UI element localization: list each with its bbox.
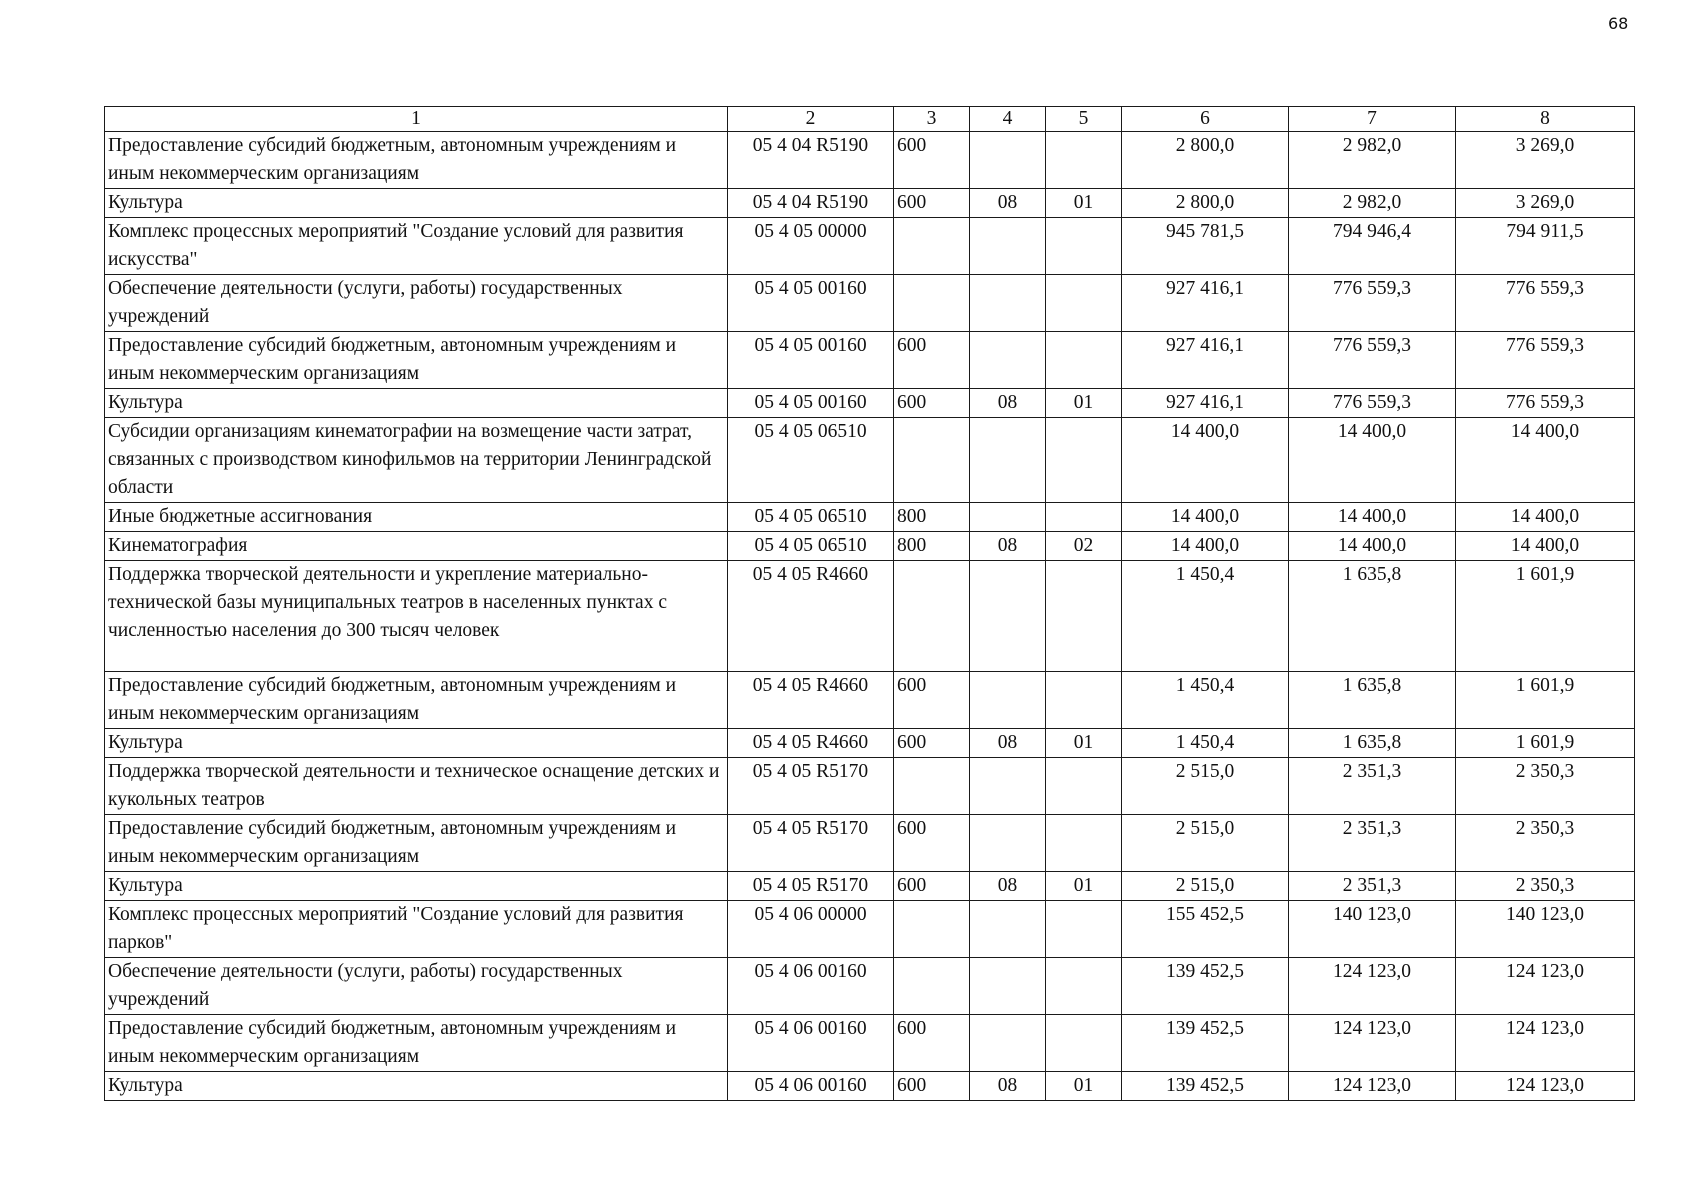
row-section <box>970 418 1046 503</box>
row-expense-type: 600 <box>894 872 970 901</box>
row-value-col8: 1 601,9 <box>1456 561 1635 672</box>
row-section: 08 <box>970 729 1046 758</box>
row-section <box>970 275 1046 332</box>
row-code: 05 4 05 R4660 <box>728 672 894 729</box>
row-value-col6: 2 800,0 <box>1122 189 1289 218</box>
col-header: 6 <box>1122 107 1289 132</box>
row-code: 05 4 04 R5190 <box>728 189 894 218</box>
table-row <box>105 503 1635 532</box>
row-expense-type: 600 <box>894 1072 970 1101</box>
row-value-col6: 14 400,0 <box>1122 418 1289 503</box>
row-section: 08 <box>970 872 1046 901</box>
row-section <box>970 758 1046 815</box>
row-name: Предоставление субсидий бюджетным, автономным учреждениям и иным некоммерческим организациям <box>105 332 728 389</box>
table-row <box>105 189 1635 218</box>
row-name: Культура <box>105 729 728 758</box>
row-value-col7: 124 123,0 <box>1289 1072 1456 1101</box>
row-value-col8: 140 123,0 <box>1456 901 1635 958</box>
row-section <box>970 901 1046 958</box>
row-name: Культура <box>105 1072 728 1101</box>
row-subsection <box>1046 275 1122 332</box>
row-subsection <box>1046 332 1122 389</box>
row-name: Субсидии организациям кинематографии на возмещение части затрат, связанных с производством кинофильмов на территории Ленинградской области <box>105 418 728 503</box>
row-value-col8: 124 123,0 <box>1456 1072 1635 1101</box>
row-name: Предоставление субсидий бюджетным, автономным учреждениям и иным некоммерческим организациям <box>105 815 728 872</box>
row-subsection: 01 <box>1046 872 1122 901</box>
row-value-col7: 140 123,0 <box>1289 901 1456 958</box>
row-name: Обеспечение деятельности (услуги, работы) государственных учреждений <box>105 958 728 1015</box>
row-code: 05 4 05 00160 <box>728 275 894 332</box>
row-section <box>970 218 1046 275</box>
row-name: Предоставление субсидий бюджетным, автономным учреждениям и иным некоммерческим организациям <box>105 672 728 729</box>
row-value-col6: 139 452,5 <box>1122 1015 1289 1072</box>
row-expense-type: 800 <box>894 503 970 532</box>
row-subsection <box>1046 503 1122 532</box>
table-row <box>105 672 1635 729</box>
row-section: 08 <box>970 189 1046 218</box>
row-subsection <box>1046 758 1122 815</box>
table-row <box>105 729 1635 758</box>
row-code: 05 4 05 06510 <box>728 532 894 561</box>
table-row <box>105 901 1635 958</box>
table-row <box>105 418 1635 503</box>
table-row <box>105 332 1635 389</box>
table-row <box>105 958 1635 1015</box>
row-code: 05 4 05 R4660 <box>728 729 894 758</box>
row-expense-type <box>894 275 970 332</box>
row-value-col7: 2 982,0 <box>1289 132 1456 189</box>
row-subsection <box>1046 815 1122 872</box>
row-code: 05 4 05 R5170 <box>728 872 894 901</box>
table-row <box>105 1015 1635 1072</box>
row-expense-type: 600 <box>894 332 970 389</box>
row-code: 05 4 06 00000 <box>728 901 894 958</box>
row-value-col7: 2 351,3 <box>1289 758 1456 815</box>
row-code: 05 4 05 00160 <box>728 389 894 418</box>
row-value-col6: 1 450,4 <box>1122 561 1289 672</box>
row-name: Кинематография <box>105 532 728 561</box>
row-value-col6: 927 416,1 <box>1122 332 1289 389</box>
row-subsection <box>1046 561 1122 672</box>
row-expense-type: 800 <box>894 532 970 561</box>
row-expense-type: 600 <box>894 815 970 872</box>
row-value-col6: 2 515,0 <box>1122 758 1289 815</box>
row-value-col7: 1 635,8 <box>1289 672 1456 729</box>
row-section <box>970 561 1046 672</box>
row-value-col7: 14 400,0 <box>1289 418 1456 503</box>
row-value-col8: 1 601,9 <box>1456 729 1635 758</box>
row-value-col6: 139 452,5 <box>1122 1072 1289 1101</box>
col-header: 2 <box>728 107 894 132</box>
row-value-col8: 776 559,3 <box>1456 332 1635 389</box>
table-row <box>105 758 1635 815</box>
row-expense-type: 600 <box>894 1015 970 1072</box>
row-value-col7: 776 559,3 <box>1289 389 1456 418</box>
row-value-col6: 2 515,0 <box>1122 872 1289 901</box>
row-section <box>970 332 1046 389</box>
row-subsection: 01 <box>1046 1072 1122 1101</box>
row-value-col8: 2 350,3 <box>1456 872 1635 901</box>
row-section <box>970 958 1046 1015</box>
row-value-col6: 14 400,0 <box>1122 532 1289 561</box>
row-name: Комплекс процессных мероприятий "Создание условий для развития парков" <box>105 901 728 958</box>
table-row <box>105 561 1635 672</box>
row-value-col6: 2 800,0 <box>1122 132 1289 189</box>
row-expense-type <box>894 758 970 815</box>
table-row <box>105 532 1635 561</box>
row-subsection <box>1046 901 1122 958</box>
row-value-col6: 1 450,4 <box>1122 729 1289 758</box>
row-value-col8: 14 400,0 <box>1456 532 1635 561</box>
row-subsection <box>1046 418 1122 503</box>
row-code: 05 4 06 00160 <box>728 1015 894 1072</box>
row-value-col6: 945 781,5 <box>1122 218 1289 275</box>
row-value-col6: 2 515,0 <box>1122 815 1289 872</box>
row-value-col7: 2 351,3 <box>1289 815 1456 872</box>
table-row <box>105 815 1635 872</box>
row-code: 05 4 06 00160 <box>728 958 894 1015</box>
row-value-col8: 2 350,3 <box>1456 815 1635 872</box>
row-value-col7: 14 400,0 <box>1289 532 1456 561</box>
row-value-col8: 3 269,0 <box>1456 132 1635 189</box>
table-row <box>105 872 1635 901</box>
row-subsection <box>1046 958 1122 1015</box>
row-value-col7: 2 351,3 <box>1289 872 1456 901</box>
row-value-col7: 776 559,3 <box>1289 275 1456 332</box>
row-name: Предоставление субсидий бюджетным, автономным учреждениям и иным некоммерческим организациям <box>105 1015 728 1072</box>
row-value-col6: 927 416,1 <box>1122 275 1289 332</box>
row-section: 08 <box>970 1072 1046 1101</box>
col-header: 3 <box>894 107 970 132</box>
row-expense-type: 600 <box>894 672 970 729</box>
table-row <box>105 275 1635 332</box>
row-value-col7: 776 559,3 <box>1289 332 1456 389</box>
row-expense-type: 600 <box>894 389 970 418</box>
row-code: 05 4 05 00000 <box>728 218 894 275</box>
row-code: 05 4 05 00160 <box>728 332 894 389</box>
row-value-col8: 14 400,0 <box>1456 418 1635 503</box>
row-value-col8: 124 123,0 <box>1456 1015 1635 1072</box>
col-header: 1 <box>105 107 728 132</box>
row-section <box>970 815 1046 872</box>
row-expense-type <box>894 561 970 672</box>
row-value-col7: 2 982,0 <box>1289 189 1456 218</box>
row-expense-type: 600 <box>894 189 970 218</box>
row-expense-type: 600 <box>894 729 970 758</box>
row-subsection: 01 <box>1046 389 1122 418</box>
row-code: 05 4 05 06510 <box>728 418 894 503</box>
table-row <box>105 132 1635 189</box>
row-value-col7: 14 400,0 <box>1289 503 1456 532</box>
col-header: 4 <box>970 107 1046 132</box>
row-value-col8: 2 350,3 <box>1456 758 1635 815</box>
row-name: Поддержка творческой деятельности и укрепление материально-технической базы муниципальных театров в населенных пунктах с численностью населения до 300 тысяч человек <box>105 561 728 672</box>
row-expense-type <box>894 218 970 275</box>
row-subsection: 01 <box>1046 729 1122 758</box>
row-name: Иные бюджетные ассигнования <box>105 503 728 532</box>
row-value-col7: 124 123,0 <box>1289 958 1456 1015</box>
table-row <box>105 389 1635 418</box>
row-code: 05 4 06 00160 <box>728 1072 894 1101</box>
row-value-col8: 3 269,0 <box>1456 189 1635 218</box>
row-name: Обеспечение деятельности (услуги, работы) государственных учреждений <box>105 275 728 332</box>
row-subsection <box>1046 1015 1122 1072</box>
row-section: 08 <box>970 532 1046 561</box>
row-section: 08 <box>970 389 1046 418</box>
row-value-col6: 927 416,1 <box>1122 389 1289 418</box>
row-name: Поддержка творческой деятельности и техническое оснащение детских и кукольных театров <box>105 758 728 815</box>
row-expense-type <box>894 418 970 503</box>
table-row <box>105 218 1635 275</box>
col-header: 8 <box>1456 107 1635 132</box>
row-value-col8: 794 911,5 <box>1456 218 1635 275</box>
row-value-col6: 155 452,5 <box>1122 901 1289 958</box>
row-expense-type <box>894 901 970 958</box>
row-value-col8: 14 400,0 <box>1456 503 1635 532</box>
row-value-col8: 124 123,0 <box>1456 958 1635 1015</box>
row-section <box>970 1015 1046 1072</box>
row-code: 05 4 05 R4660 <box>728 561 894 672</box>
row-value-col7: 794 946,4 <box>1289 218 1456 275</box>
budget-table <box>104 106 1635 1101</box>
row-value-col7: 1 635,8 <box>1289 729 1456 758</box>
row-subsection: 02 <box>1046 532 1122 561</box>
row-value-col8: 776 559,3 <box>1456 275 1635 332</box>
row-subsection <box>1046 218 1122 275</box>
row-value-col6: 1 450,4 <box>1122 672 1289 729</box>
row-value-col6: 139 452,5 <box>1122 958 1289 1015</box>
page-number: 68 <box>1608 14 1629 33</box>
row-expense-type <box>894 958 970 1015</box>
row-value-col8: 776 559,3 <box>1456 389 1635 418</box>
row-section <box>970 672 1046 729</box>
row-subsection: 01 <box>1046 189 1122 218</box>
row-section <box>970 503 1046 532</box>
table-row <box>105 1072 1635 1101</box>
row-code: 05 4 05 06510 <box>728 503 894 532</box>
row-section <box>970 132 1046 189</box>
row-name: Предоставление субсидий бюджетным, автономным учреждениям и иным некоммерческим организациям <box>105 132 728 189</box>
row-value-col6: 14 400,0 <box>1122 503 1289 532</box>
row-code: 05 4 04 R5190 <box>728 132 894 189</box>
row-code: 05 4 05 R5170 <box>728 815 894 872</box>
row-name: Культура <box>105 189 728 218</box>
col-header: 7 <box>1289 107 1456 132</box>
row-name: Культура <box>105 872 728 901</box>
col-header: 5 <box>1046 107 1122 132</box>
row-subsection <box>1046 132 1122 189</box>
row-value-col7: 124 123,0 <box>1289 1015 1456 1072</box>
row-value-col8: 1 601,9 <box>1456 672 1635 729</box>
row-subsection <box>1046 672 1122 729</box>
row-name: Комплекс процессных мероприятий "Создание условий для развития искусства" <box>105 218 728 275</box>
row-expense-type: 600 <box>894 132 970 189</box>
row-value-col7: 1 635,8 <box>1289 561 1456 672</box>
header-row <box>105 107 1635 132</box>
row-code: 05 4 05 R5170 <box>728 758 894 815</box>
row-name: Культура <box>105 389 728 418</box>
